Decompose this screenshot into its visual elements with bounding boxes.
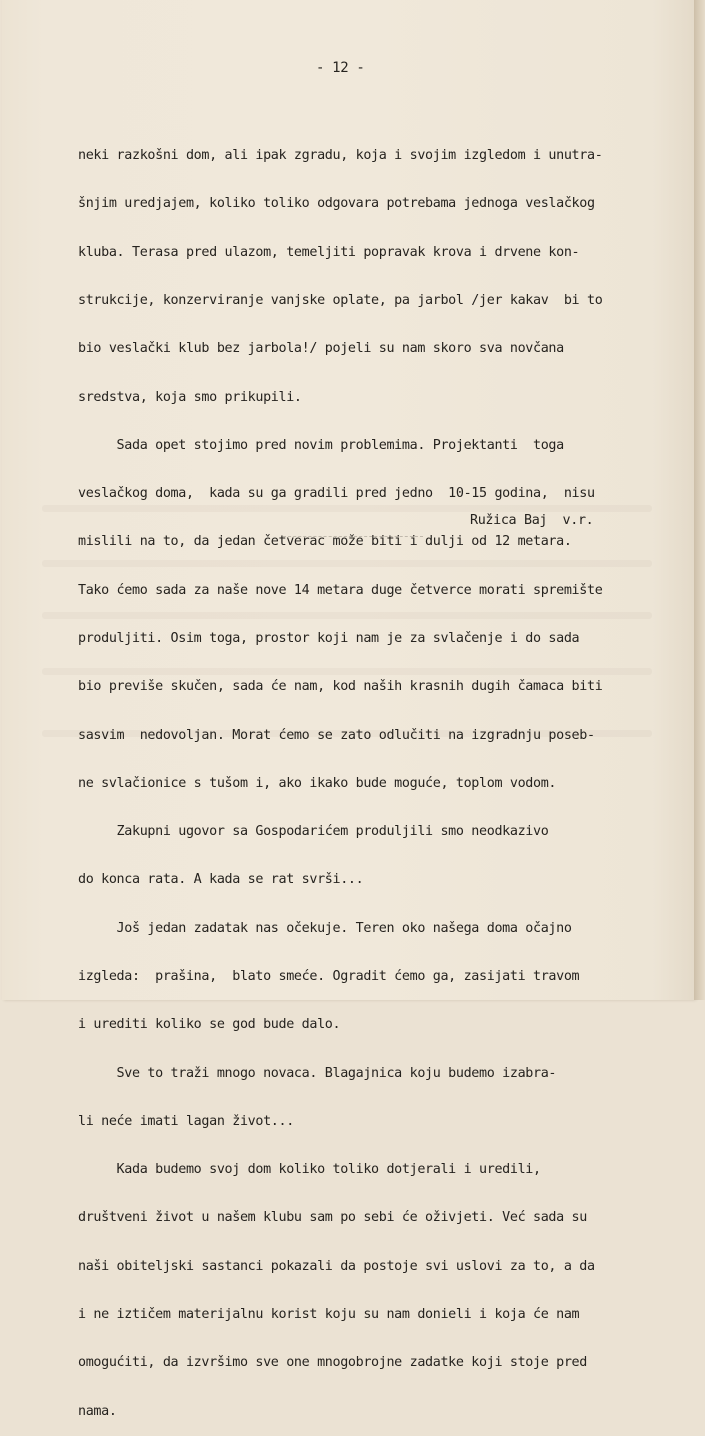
text-line: strukcije, konzerviranje vanjske oplate, pa jarbol /jer kakav bi to <box>78 293 603 309</box>
text-line: ne svlačionice s tušom i, ako ikako bude moguće, toplom vodom. <box>78 775 557 791</box>
text-line: veslačkog doma, kada su ga gradili pred jedno 10-15 godina, nisu <box>78 486 595 502</box>
text-line: i ne iztičem materijalnu korist koju su nam donieli i koja će nam <box>78 1306 580 1322</box>
text-line: Sada opet stojimo pred novim problemima. Projektanti toga <box>78 437 564 453</box>
page-edge <box>694 0 705 1000</box>
text-line: izgleda: prašina, blato smeće. Ogradit ćemo ga, zasijati travom <box>78 968 580 984</box>
divider <box>283 536 423 537</box>
text-line: sasvim nedovoljan. Morat ćemo se zato odlučiti na izgradnju poseb- <box>78 727 595 743</box>
signature: Ružica Baj v.r. <box>470 513 594 528</box>
text-line: sredstva, koja smo prikupili. <box>78 389 302 405</box>
text-line: društveni život u našem klubu sam po sebi će oživjeti. Već sada su <box>78 1210 587 1226</box>
text-line: i urediti koliko se god bude dalo. <box>78 1017 341 1033</box>
text-line: bio veslački klub bez jarbola!/ pojeli su nam skoro sva novčana <box>78 341 564 357</box>
text-line: omogućiti, da izvršimo sve one mnogobrojne zadatke koji stoje pred <box>78 1355 587 1371</box>
text-line: neki razkošni dom, ali ipak zgradu, koja i svojim izgledom i unutra- <box>78 148 603 164</box>
text-line: do konca rata. A kada se rat svrši... <box>78 872 364 888</box>
text-line: naši obiteljski sastanci pokazali da postoje svi uslovi za to, a da <box>78 1258 595 1274</box>
text-line: nama. <box>78 1403 117 1419</box>
page-number: - 12 - <box>316 60 365 76</box>
text-line: bio previše skučen, sada će nam, kod naših krasnih dugih čamaca biti <box>78 679 603 695</box>
text-line: Zakupni ugovor sa Gospodarićem produljili smo neodkazivo <box>78 824 549 840</box>
text-line: Kada budemo svoj dom koliko toliko dotjerali i uredili, <box>78 1162 541 1178</box>
text-line: mislili na to, da jedan četverac može biti i dulji od 12 metara. <box>78 534 572 550</box>
text-line: Tako ćemo sada za naše nove 14 metara duge četverce morati spremište <box>78 582 603 598</box>
text-line: li neće imati lagan život... <box>78 1113 294 1129</box>
text-line: Sve to traži mnogo novaca. Blagajnica koju budemo izabra- <box>78 1065 557 1081</box>
text-line: šnjim uredjajem, koliko toliko odgovara potrebama jednoga veslačkog <box>78 196 595 212</box>
body-text <box>78 116 602 1436</box>
text-line: kluba. Terasa pred ulazom, temeljiti popravak krova i drvene kon- <box>78 244 580 260</box>
text-line: produljiti. Osim toga, prostor koji nam je za svlačenje i do sada <box>78 631 580 646</box>
text-line: Još jedan zadatak nas očekuje. Teren oko našega doma očajno <box>78 920 572 936</box>
